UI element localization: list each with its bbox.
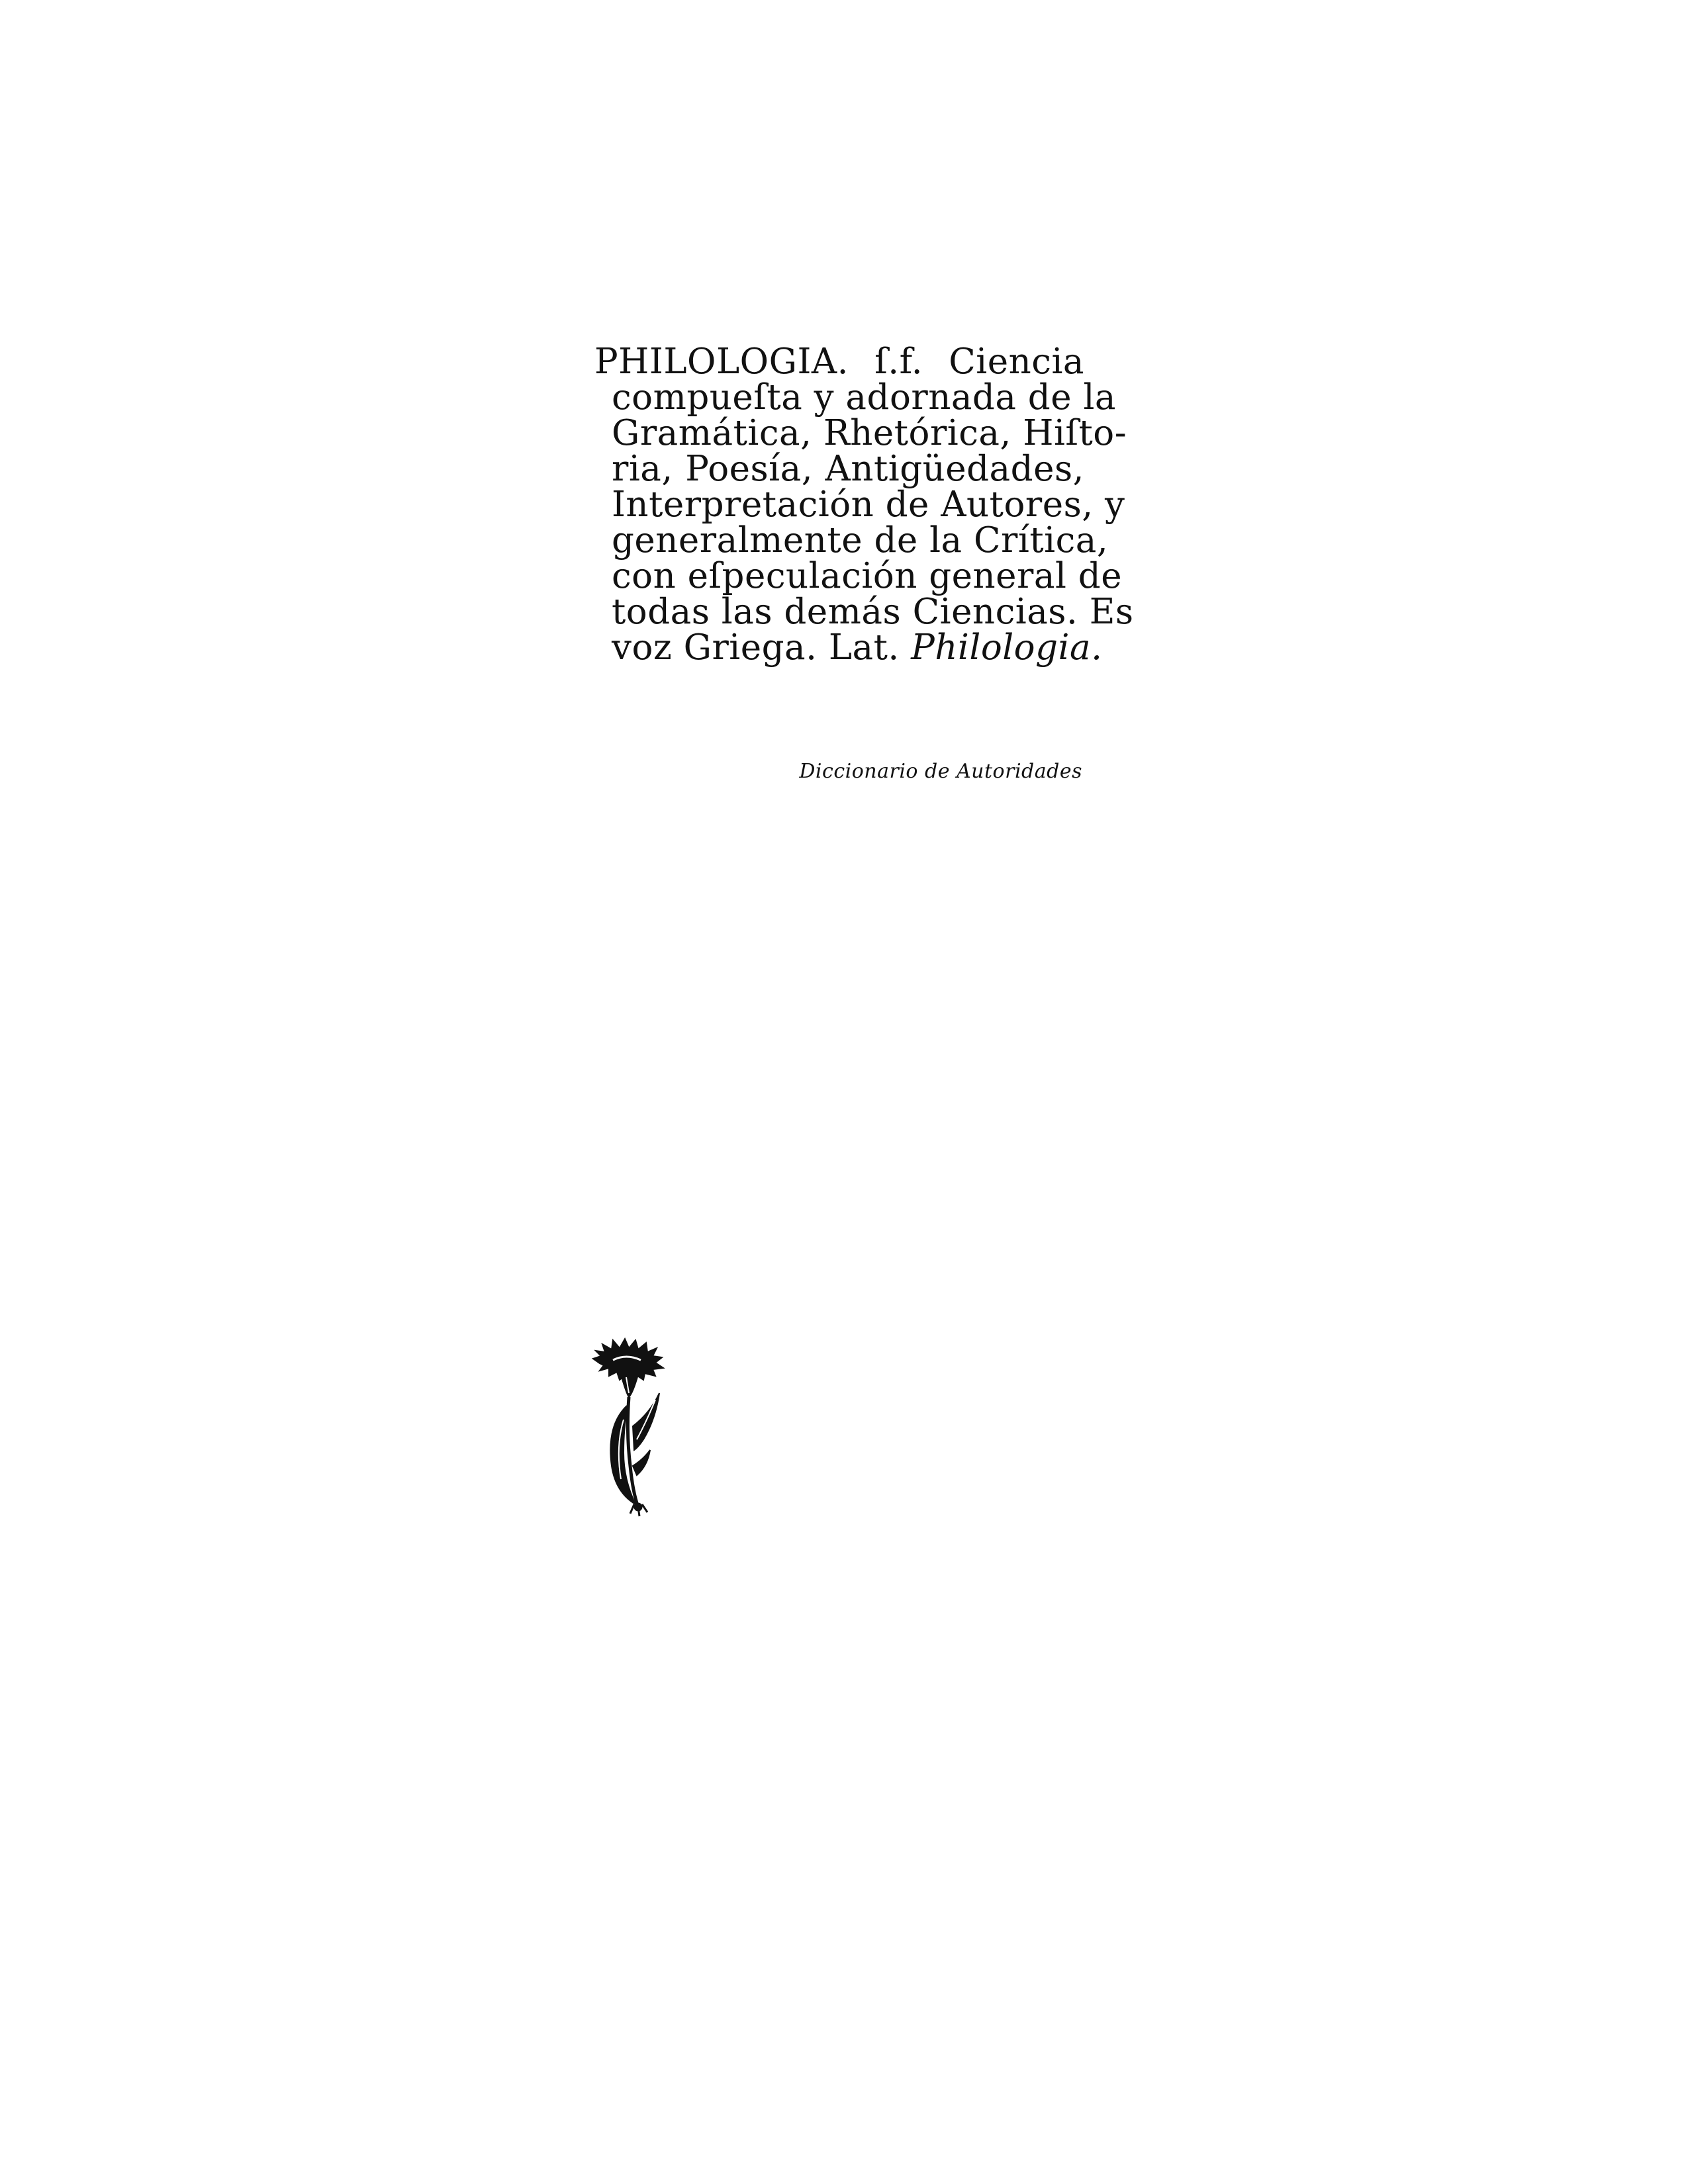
entry-line: ria, Poesía, Antigüedades, xyxy=(612,449,1084,489)
entry-line: compueſta y adornada de la xyxy=(612,377,1116,418)
carnation-flower-icon xyxy=(586,1334,692,1519)
entry-line: Interpretación de Autores, y xyxy=(612,484,1125,525)
entry-line: PHILOLOGIA. ſ.f. Ciencia xyxy=(594,341,1084,382)
dictionary-entry xyxy=(594,341,1134,668)
source-citation: Diccionario de Autoridades xyxy=(799,760,1082,783)
latin-term: Philologia. xyxy=(911,627,1103,668)
entry-last-prefix: voz Griega. Lat. xyxy=(612,627,912,668)
entry-line: generalmente de la Crítica, xyxy=(612,520,1109,561)
entry-line: con eſpeculación general de xyxy=(612,556,1123,596)
entry-line: Gramática, Rhetórica, Hiſto- xyxy=(612,413,1127,453)
entry-line: todas las demás Ciencias. Es xyxy=(612,592,1134,632)
entry-line-last xyxy=(612,627,1103,668)
